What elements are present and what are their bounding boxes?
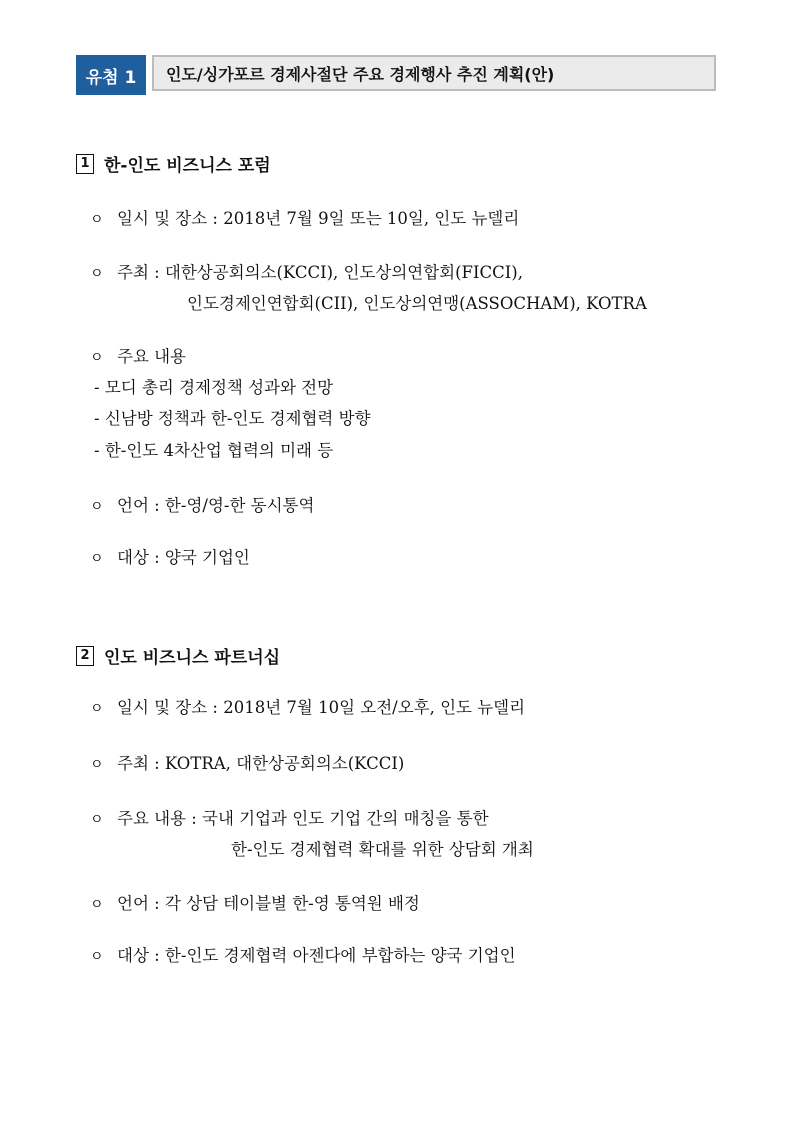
attachment-tag: 유첨 1	[76, 55, 146, 95]
bullet-icon: ㅇ	[90, 350, 104, 366]
bullet-icon: ㅇ	[90, 757, 104, 773]
section-1-heading	[76, 151, 271, 176]
section-1-number: 1	[76, 154, 94, 174]
section-2-title: 인도 비즈니스 파트너십	[104, 648, 281, 668]
s2-language: 언어 : 각 상담 테이블별 한-영 통역원 배정	[117, 894, 420, 913]
bullet-icon: ㅇ	[90, 551, 104, 567]
bullet-icon: ㅇ	[90, 897, 104, 913]
s2-schedule: 일시 및 장소 : 2018년 7월 10일 오전/오후, 인도 뉴델리	[117, 698, 526, 717]
s1-language: 언어 : 한-영/영-한 동시통역	[117, 496, 315, 515]
s2-target: 대상 : 한-인도 경제협력 아젠다에 부합하는 양국 기업인	[117, 946, 516, 965]
s2-content-line2: 한-인도 경제협력 확대를 위한 상담회 개최	[231, 840, 534, 859]
bullet-icon: ㅇ	[90, 812, 104, 828]
page-header	[76, 55, 716, 95]
bullet-icon: ㅇ	[90, 949, 104, 965]
s1-target: 대상 : 양국 기업인	[117, 548, 250, 567]
section-1-title: 한-인도 비즈니스 포럼	[104, 156, 271, 176]
section-2-number: 2	[76, 646, 94, 666]
s2-content-line1: 주요 내용 : 국내 기업과 인도 기업 간의 매칭을 통한	[117, 809, 489, 828]
bullet-icon: ㅇ	[90, 499, 104, 515]
section-2-heading	[76, 643, 280, 668]
bullet-icon: ㅇ	[90, 701, 104, 717]
s1-content-item: - 신남방 정책과 한-인도 경제협력 방향	[94, 409, 371, 428]
s1-host-line1: 주최 : 대한상공회의소(KCCI), 인도상의연합회(FICCI),	[117, 263, 523, 282]
s1-host-line2: 인도경제인연합회(CII), 인도상의연맹(ASSOCHAM), KOTRA	[187, 294, 647, 313]
s1-content-item: - 모디 총리 경제정책 성과와 전망	[94, 378, 334, 397]
s1-content-item: - 한-인도 4차산업 협력의 미래 등	[94, 441, 334, 460]
s1-schedule: 일시 및 장소 : 2018년 7월 9일 또는 10일, 인도 뉴델리	[117, 209, 520, 228]
bullet-icon: ㅇ	[90, 266, 104, 282]
document-title: 인도/싱가포르 경제사절단 주요 경제행사 추진 계획(안)	[152, 55, 716, 91]
s2-host: 주최 : KOTRA, 대한상공회의소(KCCI)	[117, 754, 405, 773]
s1-content-label: 주요 내용	[117, 347, 187, 366]
bullet-icon: ㅇ	[90, 212, 104, 228]
